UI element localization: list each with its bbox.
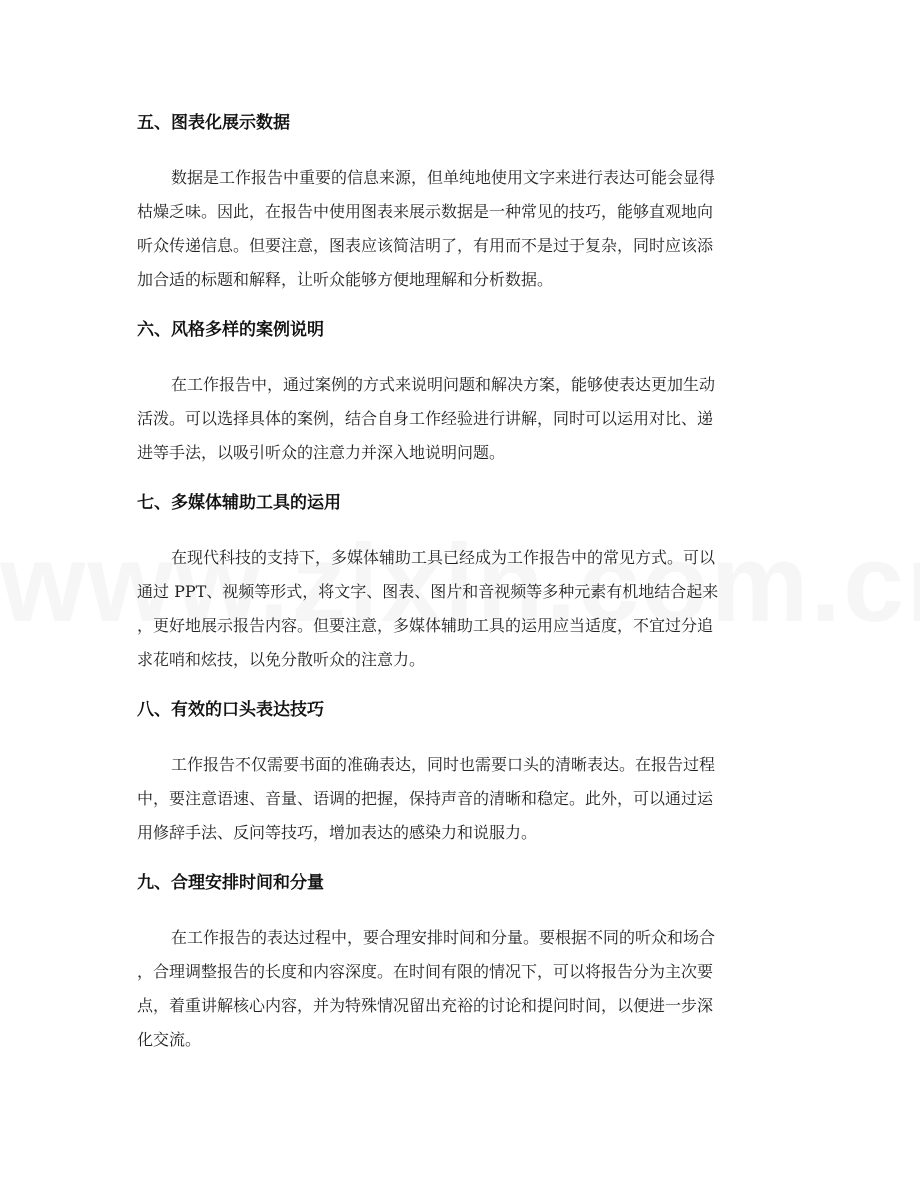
- section-9: [137, 871, 782, 1057]
- section-7: [137, 491, 782, 677]
- paragraph-line: 化交流。: [137, 1030, 202, 1049]
- paragraph-line: 在工作报告中，通过案例的方式来说明问题和解决方案，能够使表达更加生动: [171, 375, 716, 394]
- paragraph-line: 听众传递信息。但要注意，图表应该简洁明了，有用而不是过于复杂，同时应该添: [137, 236, 714, 255]
- section-paragraph: [137, 541, 782, 677]
- paragraph-line: ，合理调整报告的长度和内容深度。在时间有限的情况下，可以将报告分为主次要: [137, 962, 714, 981]
- paragraph-line: 工作报告不仅需要书面的准确表达，同时也需要口头的清晰表达。在报告过程: [171, 755, 716, 774]
- paragraph-line: 进等手法，以吸引听众的注意力并深入地说明问题。: [137, 443, 506, 462]
- paragraph-line: 求花哨和炫技，以免分散听众的注意力。: [137, 650, 426, 669]
- paragraph-line: 数据是工作报告中重要的信息来源，但单纯地使用文字来进行表达可能会显得: [171, 168, 716, 187]
- section-8: [137, 698, 782, 850]
- section-heading: 六、风格多样的案例说明: [137, 320, 324, 340]
- paragraph-line: 通过 PPT、视频等形式，将文字、图表、图片和音视频等多种元素有机地结合起来: [137, 582, 719, 601]
- paragraph-line: 中，要注意语速、音量、语调的把握，保持声音的清晰和稳定。此外，可以通过运: [137, 789, 714, 808]
- paragraph-line: 在现代科技的支持下，多媒体辅助工具已经成为工作报告中的常见方式。可以: [171, 548, 716, 567]
- paragraph-line: 点，着重讲解核心内容，并为特殊情况留出充裕的讨论和提问时间，以便进一步深: [137, 996, 714, 1015]
- paragraph-line: 用修辞手法、反问等技巧，增加表达的感染力和说服力。: [137, 823, 538, 842]
- paragraph-line: 活泼。可以选择具体的案例，结合自身工作经验进行讲解，同时可以运用对比、递: [137, 409, 714, 428]
- section-paragraph: [137, 368, 782, 470]
- section-paragraph: [137, 748, 782, 850]
- section-heading: 八、有效的口头表达技巧: [137, 700, 324, 720]
- paragraph-line: 枯燥乏味。因此，在报告中使用图表来展示数据是一种常见的技巧，能够直观地向: [137, 202, 714, 221]
- section-heading: 五、图表化展示数据: [137, 113, 290, 133]
- section-6: [137, 318, 782, 470]
- section-heading: 七、多媒体辅助工具的运用: [137, 493, 341, 513]
- section-heading: 九、合理安排时间和分量: [137, 873, 324, 893]
- section-5: [137, 111, 782, 297]
- section-paragraph: [137, 921, 782, 1057]
- paragraph-line: 在工作报告的表达过程中，要合理安排时间和分量。要根据不同的听众和场合: [171, 928, 716, 947]
- paragraph-line: ，更好地展示报告内容。但要注意，多媒体辅助工具的运用应当适度，不宜过分追: [137, 616, 714, 635]
- section-paragraph: [137, 161, 782, 297]
- paragraph-line: 加合适的标题和解释，让听众能够方便地理解和分析数据。: [137, 270, 554, 289]
